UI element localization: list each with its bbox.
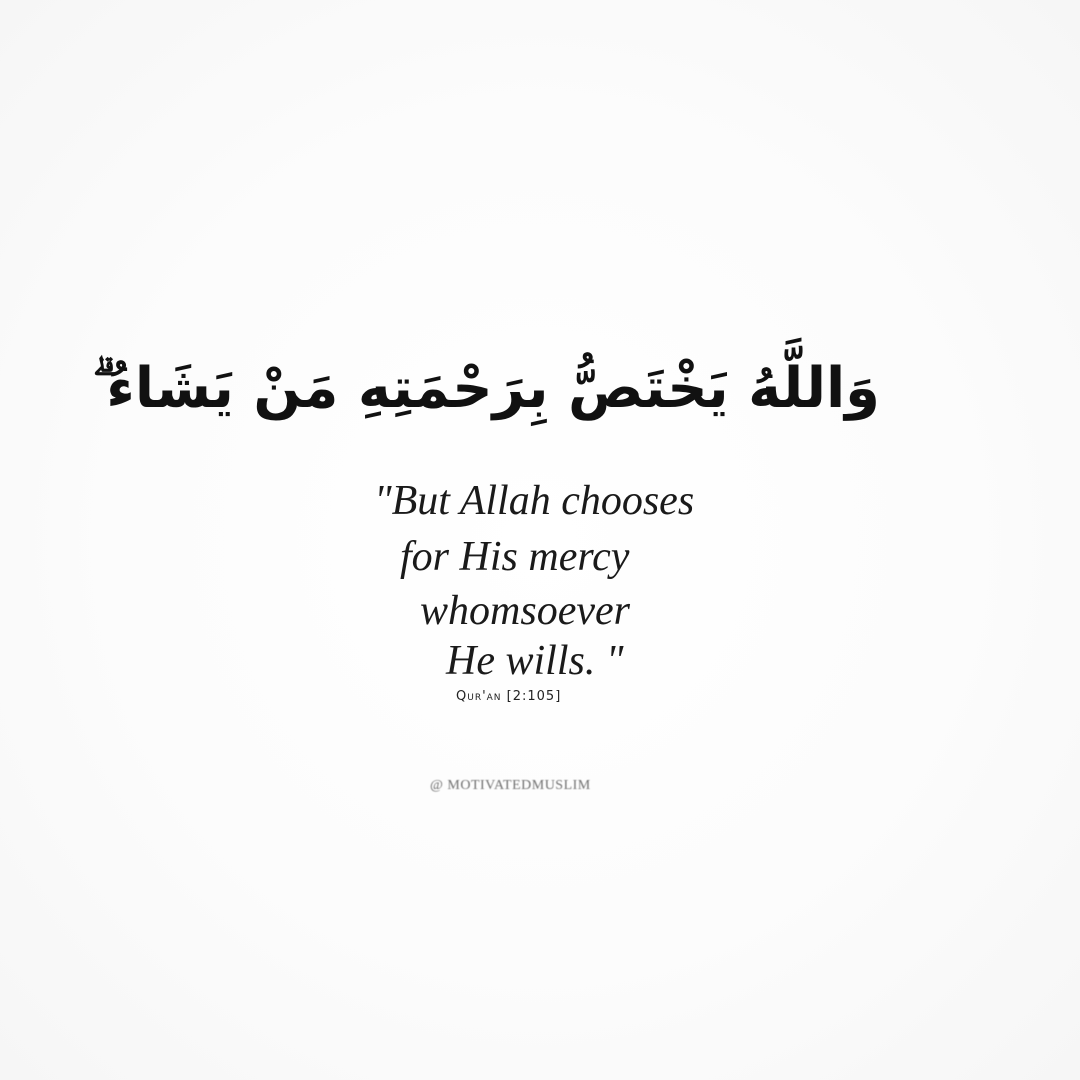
translation-line-2: for His mercy [400, 534, 630, 580]
account-watermark: @ MOTIVATEDMUSLIM [430, 778, 591, 793]
translation-line-3: whomsoever [420, 588, 630, 634]
verse-citation [456, 689, 561, 704]
translation-line-4: He wills. " [446, 638, 624, 684]
verse-citation-text: Qur'an [2:105] [456, 689, 562, 704]
translation-line-1: "But Allah chooses [374, 478, 695, 524]
arabic-verse: وَاللَّهُ يَخْتَصُّ بِرَحْمَتِهِ مَنْ يَشَاءُ ۗ [92, 356, 880, 421]
